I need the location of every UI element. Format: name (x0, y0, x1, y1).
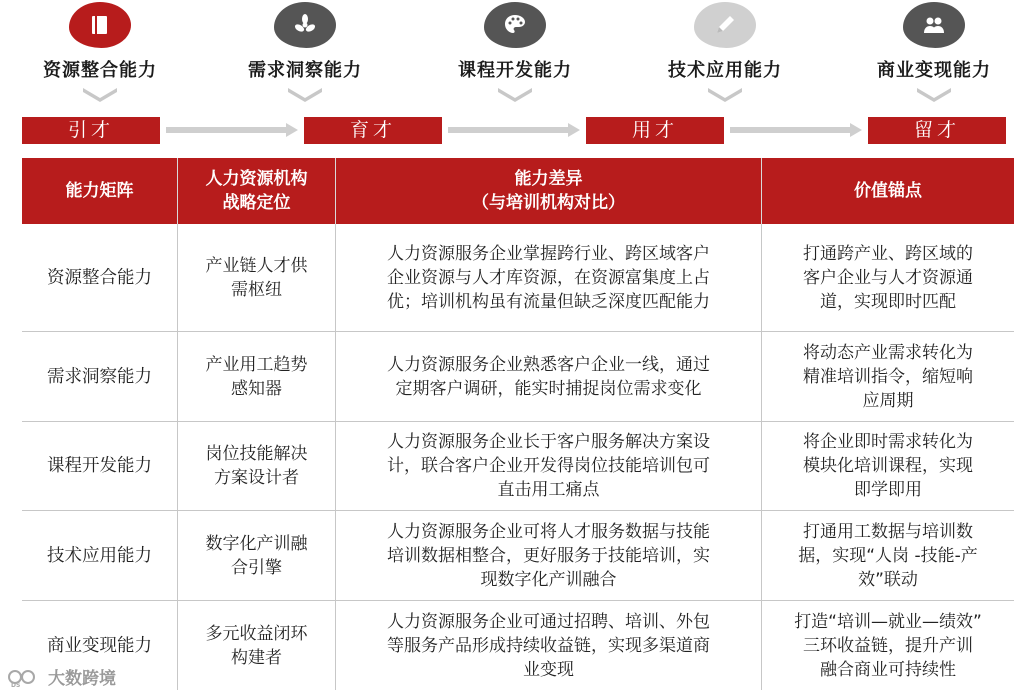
stage-use-talent: 用才 (586, 117, 724, 144)
watermark-text: 大数跨境 (48, 669, 116, 689)
capability-commercial-monetization (834, 0, 1034, 102)
table-row (22, 601, 1014, 690)
chevron-down-icon (288, 88, 322, 102)
table-row (22, 224, 1014, 332)
header-value-anchor: 价值锚点 (854, 181, 922, 201)
row-difference: 人力资源服务企业熟悉客户企业一线，通过 定期客户调研，能实时捕捉岗位需求变化 (336, 332, 762, 421)
capability-label: 需求洞察能力 (248, 60, 362, 81)
row-difference: 人力资源服务企业掌握跨行业、跨区域客户 企业资源与人才库资源，在资源富集度上占 优；培训机构虽有流量但缺乏深度匹配能力 (336, 224, 762, 331)
row-positioning: 多元收益闭环 构建者 (178, 601, 336, 690)
stage-attract-talent: 引才 (22, 117, 160, 144)
row-capability: 资源整合能力 (22, 224, 178, 331)
row-capability: 商业变现能力 (22, 601, 178, 690)
capability-label: 资源整合能力 (43, 60, 157, 81)
chevron-down-icon (83, 88, 117, 102)
chevron-down-icon (917, 88, 951, 102)
table-header (22, 158, 1014, 224)
row-value: 将企业即时需求转化为 模块化培训课程，实现 即学即用 (803, 432, 973, 500)
capability-technology-application (625, 0, 825, 102)
header-capability-difference: 能力差异 （与培训机构对比） (336, 158, 762, 224)
users-icon (903, 2, 965, 48)
row-capability: 课程开发能力 (22, 422, 178, 510)
row-difference: 人力资源服务企业可将人才服务数据与技能 培训数据相整合，更好服务于技能培训，实 现数字化产训融合 (336, 511, 762, 600)
header-strategic-positioning: 人力资源机构 战略定位 (178, 158, 336, 224)
capability-resource-integration (0, 0, 200, 102)
arrow-right-icon (166, 123, 298, 137)
header-capability-matrix: 能力矩阵 (22, 158, 178, 224)
arrow-right-icon (448, 123, 580, 137)
palette-icon (484, 2, 546, 48)
chevron-down-icon (708, 88, 742, 102)
watermark-logo-icon (8, 666, 44, 688)
chevron-down-icon (498, 88, 532, 102)
book-icon (69, 2, 131, 48)
stage-retain-talent: 留才 (868, 117, 1006, 144)
stage-develop-talent: 育才 (304, 117, 442, 144)
row-positioning: 产业用工趋势 感知器 (178, 332, 336, 421)
row-positioning: 数字化产训融 合引擎 (178, 511, 336, 600)
capability-comparison-table (22, 158, 1014, 690)
capability-course-development (415, 0, 615, 102)
row-value: 打通用工数据与培训数 据，实现“人岗 -技能-产 效”联动 (798, 521, 978, 590)
row-difference: 人力资源服务企业长于客户服务解决方案设 计，联合客户企业开发得岗位技能培训包可 直击用工痛点 (336, 422, 762, 510)
fan-icon (274, 2, 336, 48)
capability-label: 课程开发能力 (458, 60, 572, 81)
arrow-right-icon (730, 123, 862, 137)
row-value: 打通跨产业、跨区域的 客户企业与人才资源通 道，实现即时匹配 (803, 243, 973, 312)
table-row (22, 511, 1014, 601)
watermark (8, 664, 116, 689)
row-positioning: 产业链人才供 需枢纽 (178, 224, 336, 331)
row-value: 将动态产业需求转化为 精准培训指令，缩短响 应周期 (803, 342, 973, 411)
pencil-icon (694, 2, 756, 48)
row-value: 打造“培训—就业—绩效” 三环收益链，提升产训 融合商业可持续性 (794, 611, 982, 680)
table-row (22, 332, 1014, 422)
svg-text:DS: DS (11, 681, 21, 688)
row-difference: 人力资源服务企业可通过招聘、培训、外包 等服务产品形成持续收益链，实现多渠道商 业变现 (336, 601, 762, 690)
capability-demand-insight (205, 0, 405, 102)
capability-label: 商业变现能力 (877, 60, 991, 81)
table-row (22, 422, 1014, 511)
row-capability: 技术应用能力 (22, 511, 178, 600)
capability-label: 技术应用能力 (668, 60, 782, 81)
row-positioning: 岗位技能解决 方案设计者 (178, 422, 336, 510)
row-capability: 需求洞察能力 (22, 332, 178, 421)
